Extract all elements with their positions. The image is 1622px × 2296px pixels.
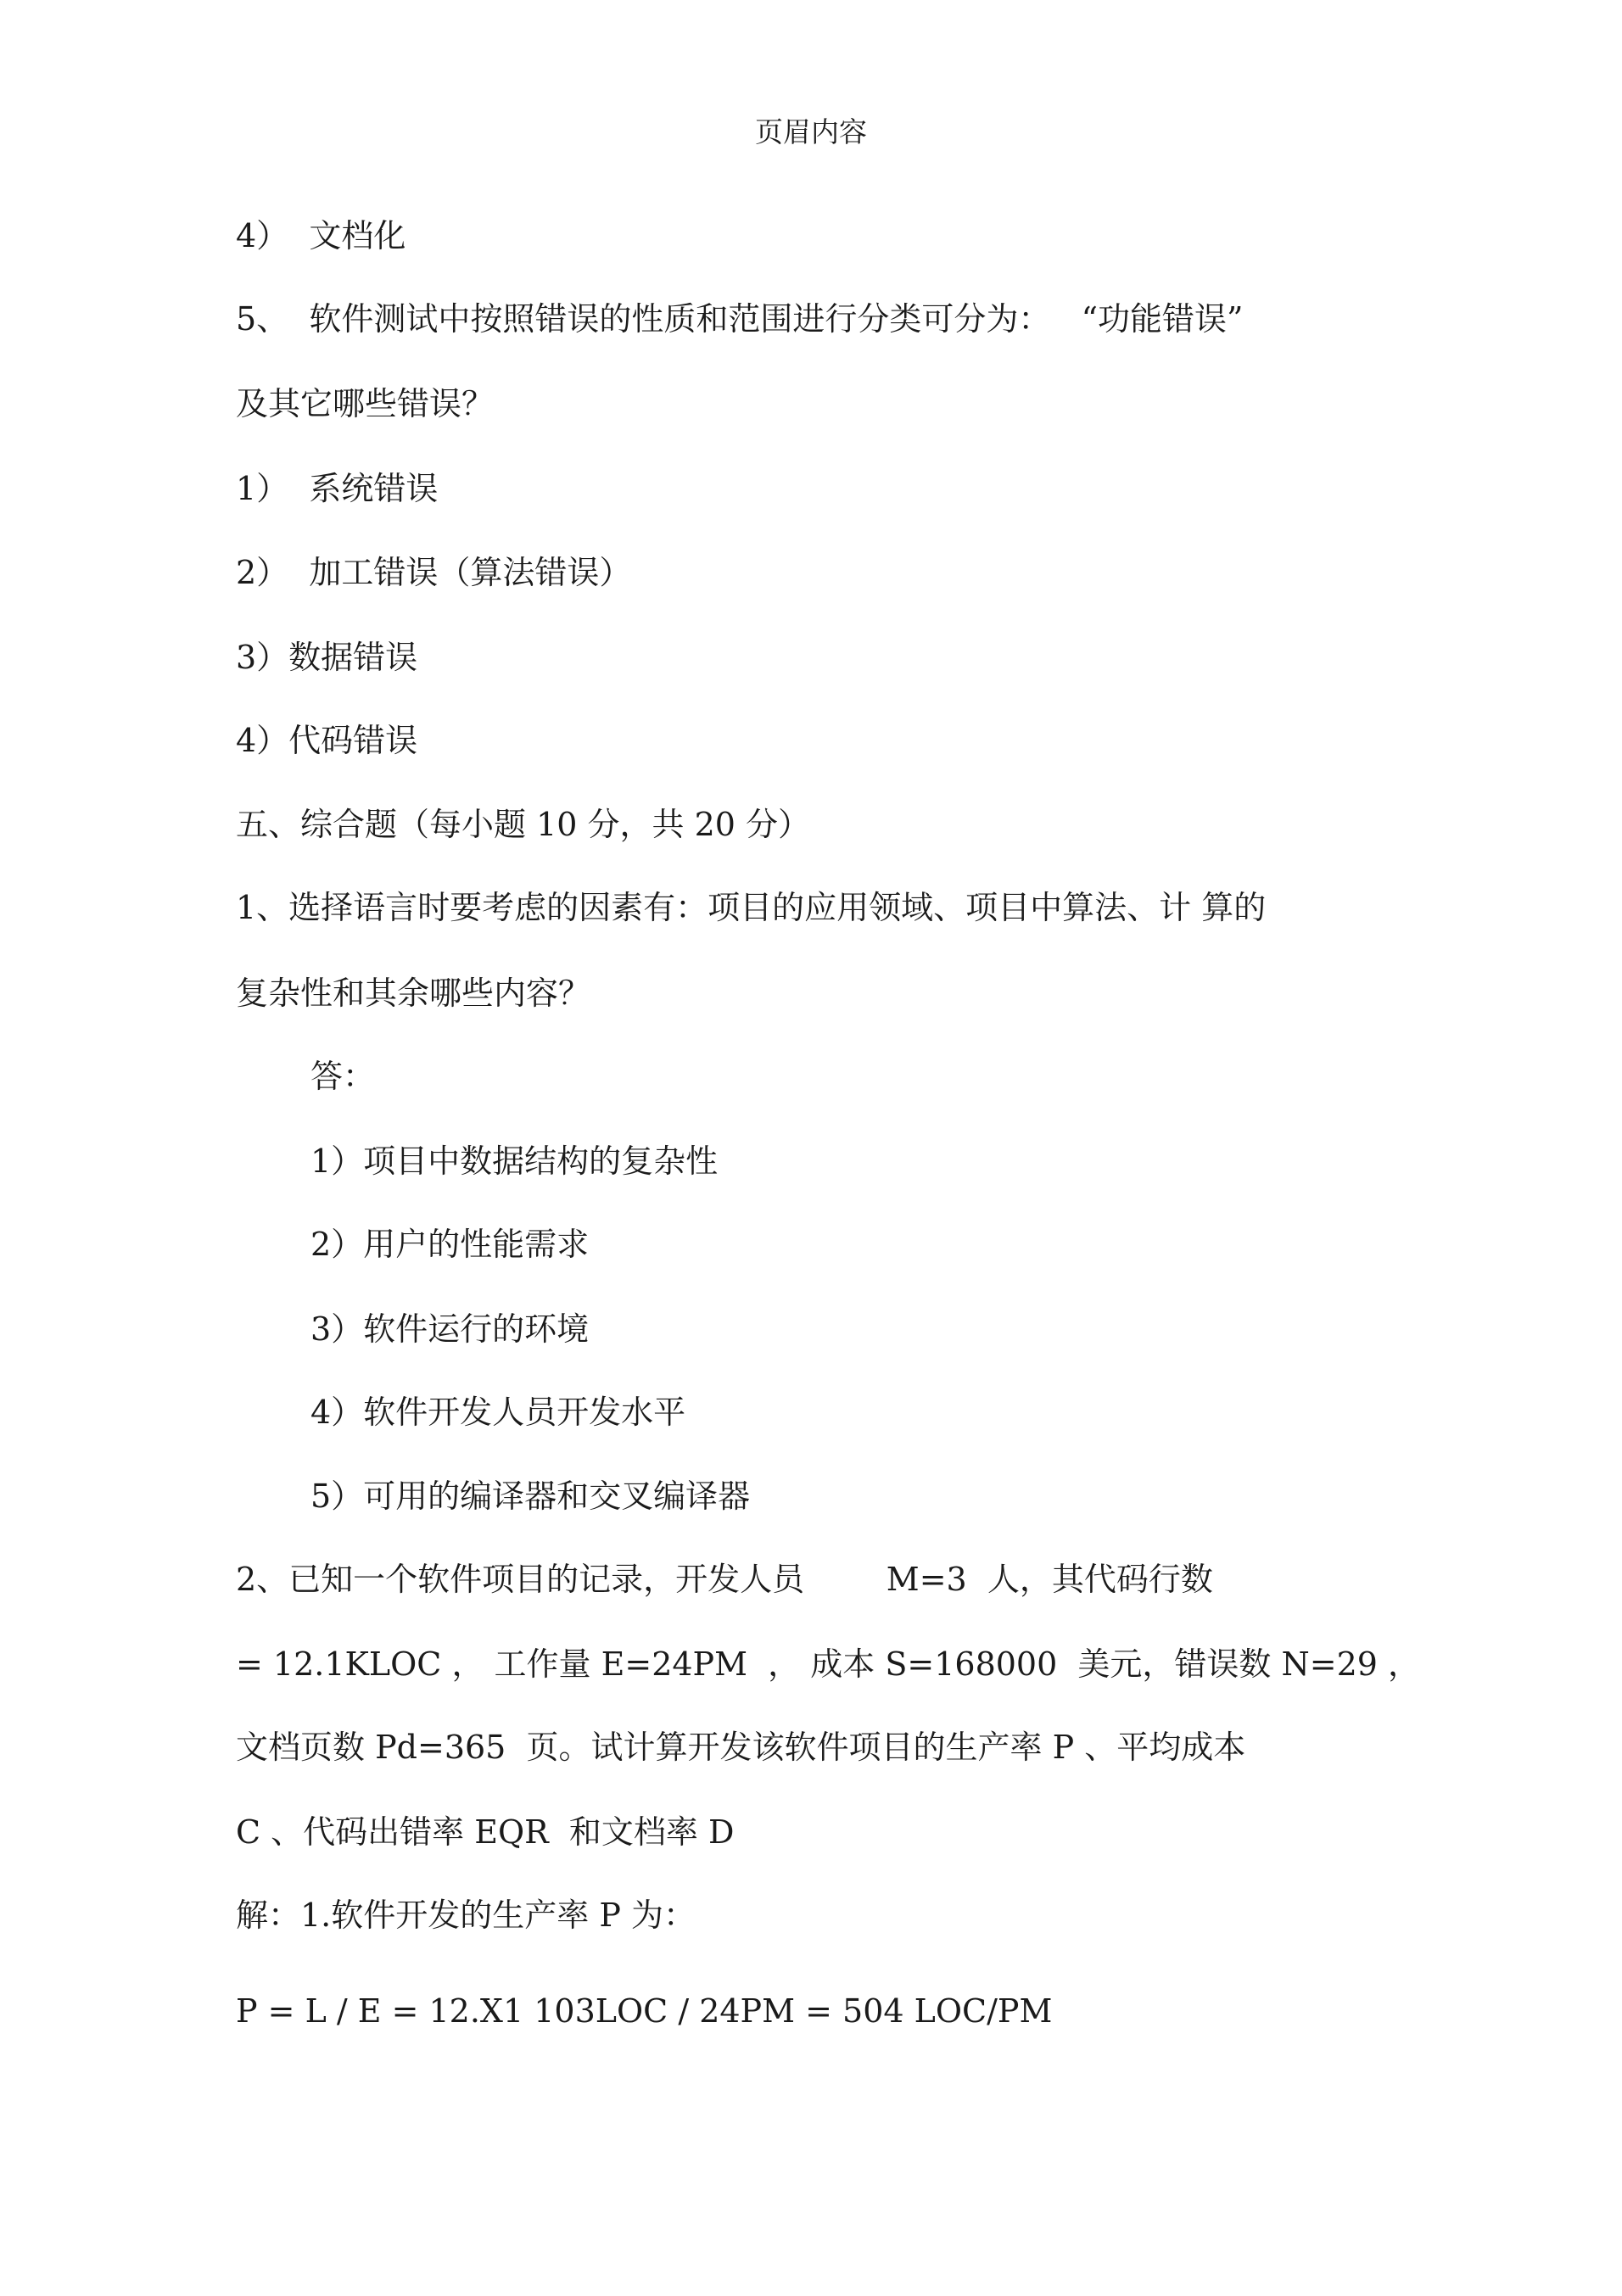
answer-system-error: 1） 系统错误 [236, 470, 439, 507]
question-2-line-1: 2、已知一个软件项目的记录，开发人员 M=3 人，其代码行数 [236, 1561, 1213, 1598]
question-1-line-1: 1、选择语言时要考虑的因素有：项目的应用领域、项目中算法、计 算的 [236, 889, 1267, 926]
answer-label: 答： [310, 1058, 376, 1095]
answer-processing-error: 2） 加工错误（算法错误） [236, 554, 632, 591]
question-5-line-1: 5、 软件测试中按照错误的性质和范围进行分类可分为： “功能错误” [236, 300, 1244, 338]
question-2-line-3: 文档页数 Pd=365 页。试计算开发该软件项目的生产率 P 、平均成本 [236, 1729, 1246, 1766]
question-5-line-2: 及其它哪些错误？ [236, 385, 495, 422]
question-1-line-2: 复杂性和其余哪些内容？ [236, 975, 591, 1012]
page-header: 页眉内容 [755, 115, 867, 148]
answer-item-developer-level: 4）软件开发人员开发水平 [310, 1394, 686, 1431]
answer-data-error: 3）数据错误 [236, 639, 418, 676]
answer-item-performance: 2）用户的性能需求 [310, 1226, 590, 1263]
answer-code-error: 4）代码错误 [236, 722, 418, 759]
answer-item-environment: 3）软件运行的环境 [310, 1310, 590, 1348]
answer-item-compilers: 5）可用的编译器和交叉编译器 [310, 1478, 751, 1515]
productivity-formula: P = L / E = 12.X1 103LOC / 24PM = 504 LOC/PM [236, 1992, 1053, 2030]
answer-item-data-structure: 1）项目中数据结构的复杂性 [310, 1142, 719, 1180]
solution-step-1: 解：1.软件开发的生产率 P 为： [236, 1897, 696, 1934]
question-2-line-2: = 12.1KLOC ， 工作量 E=24PM ， 成本 S=168000 美元，错误数 N=29 ， [236, 1645, 1421, 1683]
answer-item-4-documentation: 4） 文档化 [236, 217, 406, 254]
question-2-line-4: C 、代码出错率 EQR 和文档率 D [236, 1813, 735, 1851]
section-heading-comprehensive: 五、综合题（每小题 10 分，共 20 分） [236, 806, 811, 843]
